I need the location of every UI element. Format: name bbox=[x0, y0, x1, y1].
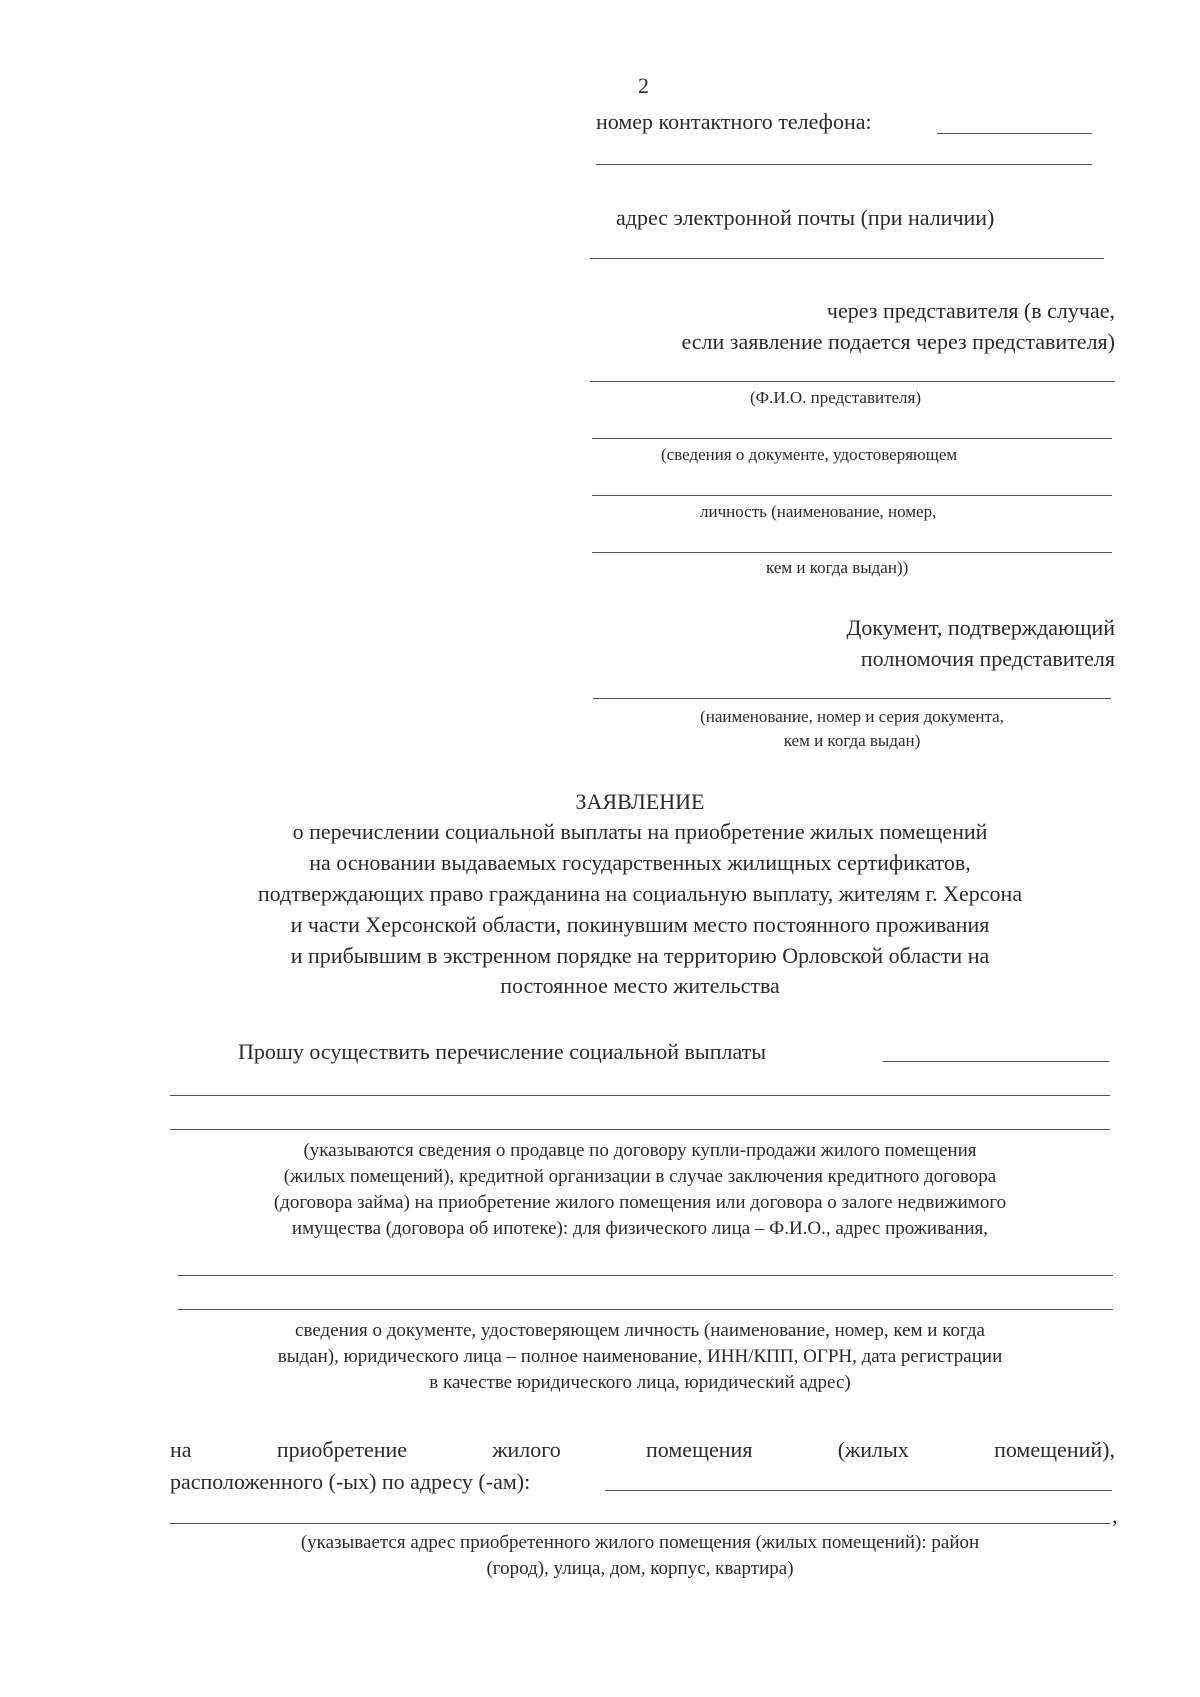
representative-label-line2: если заявление подается через представителя) bbox=[681, 329, 1115, 354]
email-label: адрес электронной почты (при наличии) bbox=[616, 205, 995, 230]
document-subtitle-line: подтверждающих право гражданина на социальную выплату, жителям г. Херсона bbox=[257, 881, 1023, 906]
purchase-word: (жилых bbox=[837, 1437, 909, 1462]
purchase-word: помещения bbox=[646, 1437, 753, 1462]
authority-caption-line2: кем и когда выдан) bbox=[783, 731, 921, 750]
document-subtitle-line: о перечислении социальной выплаты на приобретение жилых помещений bbox=[292, 819, 988, 844]
seller-caption-line: (указываются сведения о продавце по договору купли-продажи жилого помещения bbox=[303, 1140, 977, 1161]
seller-caption-line: имущества (договора об ипотеке): для физического лица – Ф.И.О., адрес проживания, bbox=[291, 1218, 989, 1239]
authority-label-line2: полномочия представителя bbox=[860, 646, 1115, 671]
phone-field[interactable] bbox=[937, 133, 1092, 134]
representative-doc-caption-2: личность (наименование, номер, bbox=[700, 502, 937, 521]
recipient-field-1[interactable] bbox=[883, 1061, 1109, 1062]
recipient-field-3[interactable] bbox=[170, 1129, 1110, 1130]
representative-doc-field-3[interactable] bbox=[592, 552, 1112, 553]
seller-caption-line: (жилых помещений), кредитной организации в случае заключения кредитного договора bbox=[283, 1166, 997, 1187]
address-caption-line: (указывается адрес приобретенного жилого помещения (жилых помещений): район bbox=[300, 1532, 980, 1553]
seller-field-2[interactable] bbox=[178, 1309, 1113, 1310]
representative-name-field[interactable] bbox=[590, 381, 1115, 382]
address-field-2[interactable] bbox=[170, 1523, 1110, 1524]
seller-caption-line: (договора займа) на приобретение жилого помещения или договора о залоге недвижимого bbox=[273, 1192, 1007, 1213]
representative-doc-field-1[interactable] bbox=[592, 438, 1112, 439]
seller-caption2-line: выдан), юридического лица – полное наименование, ИНН/КПП, ОГРН, дата регистрации bbox=[277, 1346, 1003, 1367]
purchase-word: приобретение bbox=[276, 1437, 408, 1462]
phone-label: номер контактного телефона: bbox=[596, 109, 872, 134]
representative-doc-field-2[interactable] bbox=[592, 495, 1112, 496]
seller-caption2-line: сведения о документе, удостоверяющем личность (наименование, номер, кем и когда bbox=[295, 1320, 985, 1341]
address-comma: , bbox=[1112, 1503, 1118, 1528]
email-field[interactable] bbox=[590, 258, 1104, 259]
seller-caption2-line: в качестве юридического лица, юридический адрес) bbox=[429, 1372, 851, 1393]
purchase-word: на bbox=[170, 1437, 192, 1462]
document-subtitle-line: и части Херсонской области, покинувшим место постоянного проживания bbox=[290, 912, 990, 937]
purchase-word: помещений), bbox=[994, 1437, 1115, 1462]
phone-field-continuation[interactable] bbox=[596, 164, 1092, 165]
recipient-field-2[interactable] bbox=[170, 1095, 1110, 1096]
address-field-1[interactable] bbox=[605, 1490, 1112, 1491]
address-label: расположенного (-ых) по адресу (-ам): bbox=[170, 1469, 531, 1494]
document-subtitle-line: на основании выдаваемых государственных жилищных сертификатов, bbox=[309, 850, 971, 875]
authority-caption-line1: (наименование, номер и серия документа, bbox=[700, 707, 1004, 726]
seller-field-1[interactable] bbox=[178, 1275, 1113, 1276]
page-number: 2 bbox=[638, 73, 649, 98]
address-caption-line: (город), улица, дом, корпус, квартира) bbox=[486, 1558, 794, 1579]
document-title: ЗАЯВЛЕНИЕ bbox=[575, 789, 705, 814]
request-text: Прошу осуществить перечисление социальной выплаты bbox=[238, 1039, 767, 1064]
representative-doc-caption-1: (сведения о документе, удостоверяющем bbox=[661, 445, 958, 464]
authority-label-line1: Документ, подтверждающий bbox=[846, 615, 1115, 640]
purchase-sentence bbox=[170, 1436, 1115, 1464]
purchase-word: жилого bbox=[492, 1437, 561, 1462]
representative-doc-caption-3: кем и когда выдан)) bbox=[766, 558, 909, 577]
document-subtitle-line: постоянное место жительства bbox=[500, 973, 780, 998]
document-subtitle-line: и прибывшим в экстренном порядке на территорию Орловской области на bbox=[290, 943, 990, 968]
representative-name-caption: (Ф.И.О. представителя) bbox=[750, 388, 922, 407]
authority-doc-field[interactable] bbox=[593, 698, 1111, 699]
representative-label-line1: через представителя (в случае, bbox=[826, 298, 1115, 323]
